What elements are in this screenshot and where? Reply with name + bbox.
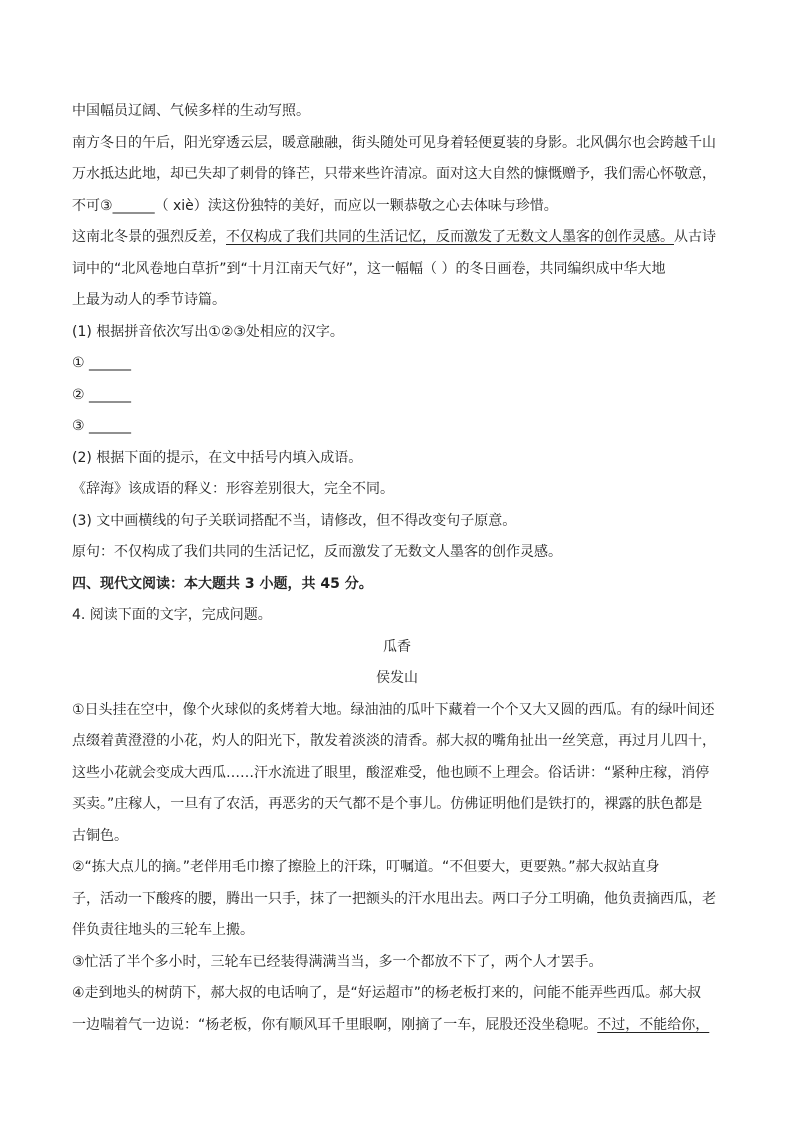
answer-blank-1[interactable]: ______ (89, 355, 132, 371)
article-p1-line4: 买卖。”庄稼人，一旦有了农活，再恶劣的天气都不是个事儿。仿佛证明他们是铁打的，裸露的肤色都是 (72, 796, 703, 812)
paragraph2-line3-text-after: （ xiè）渎这份独特的美好，而应以一颗恭敬之心去体味与珍惜。 (154, 197, 558, 214)
paragraph2-line3-text-before: 不可③ (72, 197, 113, 214)
paragraph2-line1: 南方冬日的午后，阳光穿透云层，暖意融融，街头随处可见身着轻便夏装的身影。北风偶尔也会跨越千山 (72, 134, 716, 151)
article-p2-line2: 子，活动一下酸疼的腰，腾出一只手，抹了一把额头的汗水甩出去。两口子分工明确，他负责摘西瓜，老 (72, 890, 716, 907)
document-page (72, 96, 722, 1041)
article-p1-line5: 古铜色。 (72, 827, 128, 844)
paragraph3-line3: 上最为动人的季节诗篇。 (72, 292, 226, 308)
answer-label-1: ① (72, 355, 85, 371)
blank-3: ______ (112, 197, 155, 214)
article-author: 侯发山 (376, 670, 418, 686)
answer-label-3: ③ (72, 418, 85, 434)
article-underlined-sentence: 不过，不能给你， (597, 1016, 710, 1033)
paragraph3-line1-text-before: 这南北冬景的强烈反差， (72, 229, 226, 245)
question-3: (3) 文中画横线的句子关联词搭配不当，请修改，但不得改变句子原意。 (72, 512, 517, 529)
article-p1-line2: 点缀着黄澄澄的小花，灼人的阳光下，散发着淡淡的清香。郝大叔的嘴角扯出一丝笑意，再过月儿四十， (72, 733, 716, 749)
paragraph2-line3 (72, 191, 722, 223)
answer-line-3 (72, 411, 722, 443)
underlined-sentence: 不仅构成了我们共同的生活记忆，反而激发了无数文人墨客的创作灵感。 (226, 229, 674, 245)
answer-blank-2[interactable]: ______ (89, 386, 132, 403)
article-p4-line2-text: 一边喘着气一边说：“杨老板，你有顺风耳千里眼啊，刚摘了一车，屁股还没坐稳呢。 (72, 1016, 598, 1033)
article-p2-line3: 伴负责往地头的三轮车上搬。 (72, 922, 254, 938)
question-1: (1) 根据拼音依次写出①②③处相应的汉字。 (72, 323, 344, 340)
paragraph3-line1-text-after: 从古诗 (674, 229, 716, 245)
article-p1-line1: ①日头挂在空中，像个火球似的炙烤着大地。绿油油的瓜叶下藏着一个个又大又圆的西瓜。有的绿叶间还 (72, 701, 715, 718)
article-p4-line2 (72, 1010, 722, 1042)
answer-blank-3[interactable]: ______ (89, 418, 132, 434)
answer-line-1 (72, 348, 722, 380)
question-2-hint: 《辞海》该成语的释义：形容差别很大，完全不同。 (72, 481, 394, 497)
article-p3-line1: ③忙活了半个多小时，三轮车已经装得满满当当，多一个都放不下了，两个人才罢手。 (72, 953, 603, 970)
answer-label-2: ② (72, 386, 85, 403)
article-title: 瓜香 (383, 638, 411, 655)
question-3-original: 原句：不仅构成了我们共同的生活记忆，反而激发了无数文人墨客的创作灵感。 (72, 544, 562, 560)
paragraph3-line2: 词中的“北风卷地白草折”到“十月江南天气好”，这一幅幅（ ）的冬日画卷，共同编织成中华大地 (72, 260, 666, 277)
article-p1-line3: 这些小花就会变成大西瓜……汗水流进了眼里，酸涩难受，他也顾不上理会。俗话讲：“紧种庄稼，消停 (72, 764, 710, 781)
question-2: (2) 根据下面的提示，在文中括号内填入成语。 (72, 449, 363, 466)
article-p4-line1: ④走到地头的树荫下，郝大叔的电话响了，是“好运超市”的杨老板打来的，问能不能弄些西瓜。郝大叔 (72, 985, 702, 1001)
paragraph1-line1: 中国幅员辽阔、气候多样的生动写照。 (72, 103, 310, 119)
paragraph3-line1 (72, 222, 722, 254)
article-p2-line1: ②“拣大点儿的摘。”老伴用毛巾擦了擦脸上的汗珠，叮嘱道。“不但要大，更要熟。”郝大叔站直身 (72, 859, 660, 875)
answer-line-2 (72, 380, 722, 412)
question-4: 4. 阅读下面的文字，完成问题。 (72, 607, 272, 623)
paragraph2-line2: 万水抵达此地，却已失却了刺骨的锋芒，只带来些许清凉。面对这大自然的慷慨赠予，我们需心怀敬意， (72, 166, 716, 182)
section-heading: 四、现代文阅读：本大题共 3 小题，共 45 分。 (72, 575, 373, 592)
